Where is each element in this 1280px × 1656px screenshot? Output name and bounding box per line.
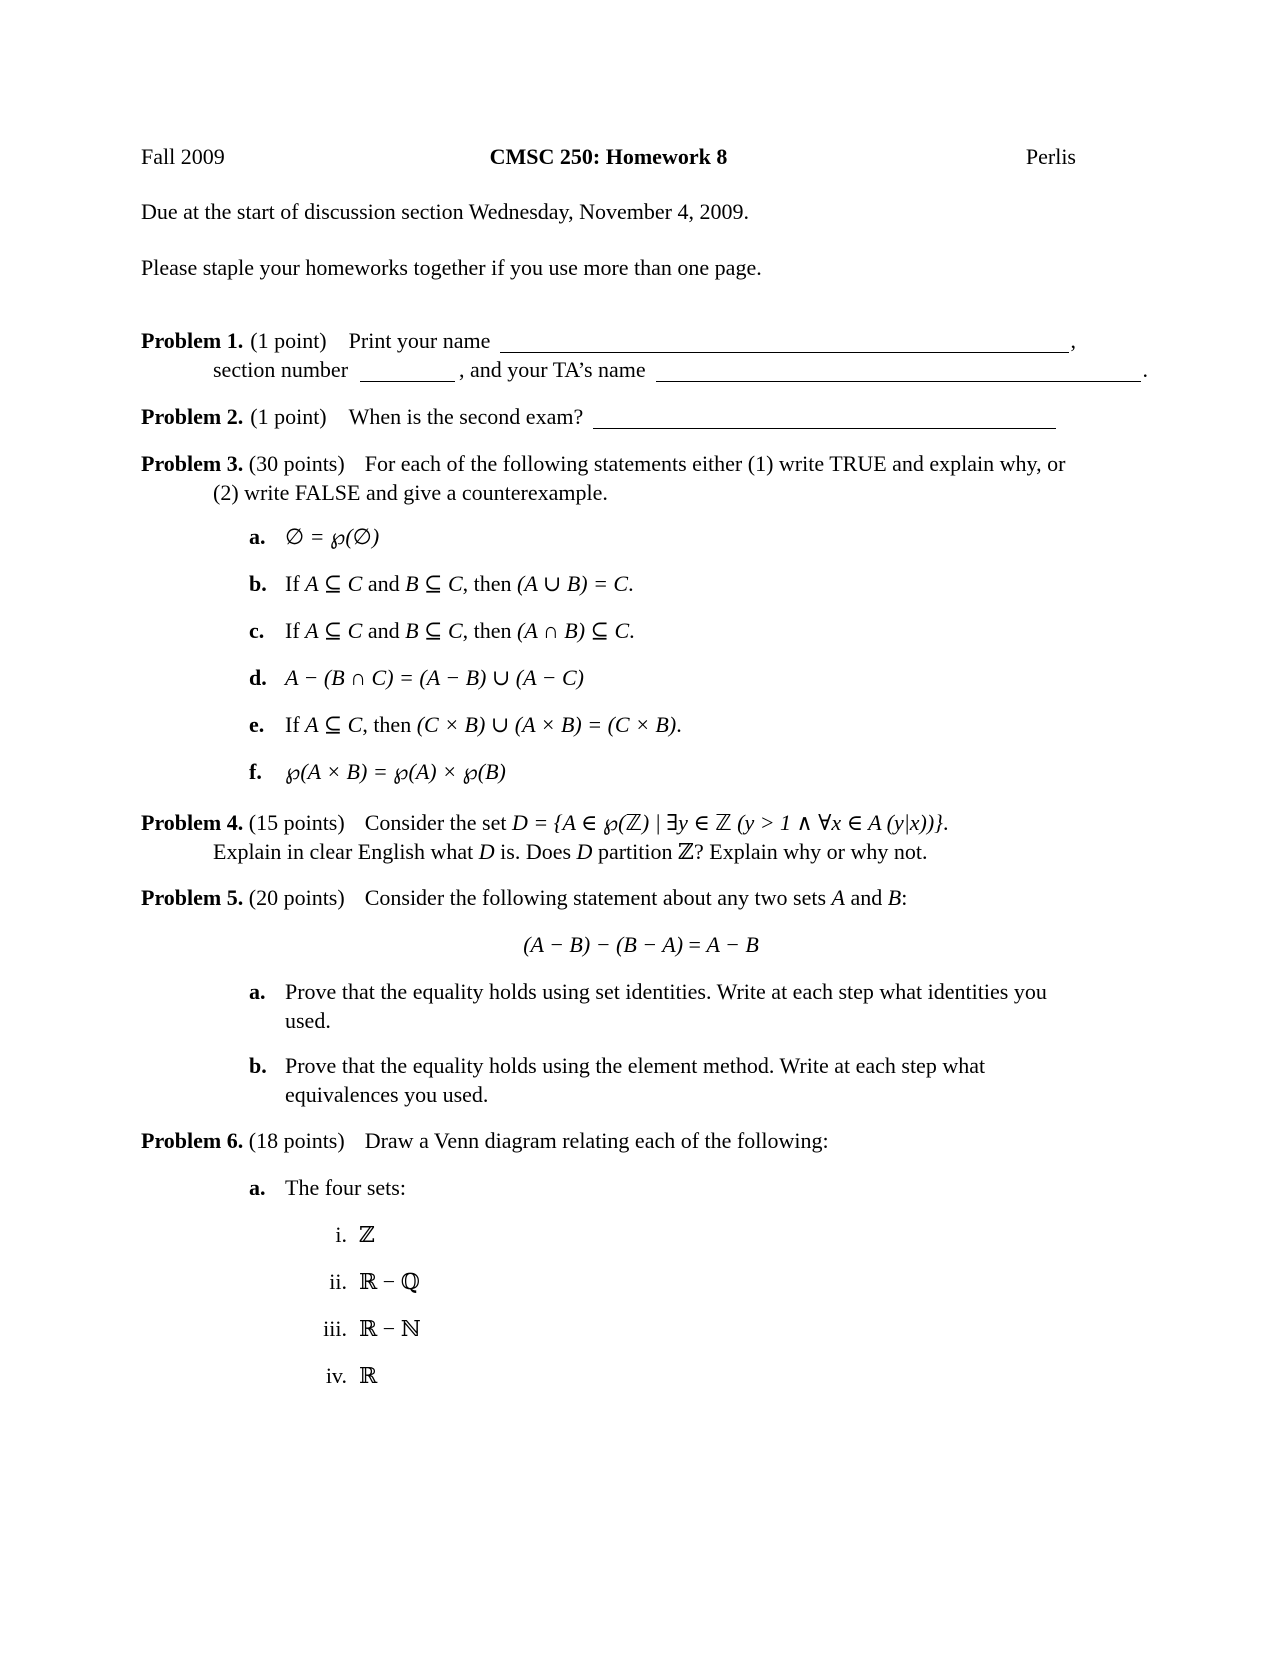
exam-answer-blank-line [593, 428, 1056, 429]
problem-5-statement [141, 883, 1076, 912]
item-d-key: d. [249, 665, 267, 690]
term-label: Fall 2009 [141, 144, 225, 169]
item-b-key: b. [249, 1053, 267, 1078]
subitem-ii-set: ℝ − ℚ [359, 1269, 420, 1294]
item-d-statement: A − (B ∩ C) = (A − B) ∪ (A − C) [285, 665, 585, 690]
subitem-i [291, 1220, 1076, 1249]
problem-6-item-a [249, 1173, 1076, 1202]
staple-note-line: Please staple your homeworks together if you use more than one page. [141, 255, 762, 280]
problem-6-statement [141, 1126, 1076, 1155]
item-a-key: a. [249, 979, 266, 1004]
problem-6 [141, 1126, 1076, 1390]
subitem-iv [291, 1361, 1076, 1390]
second-exam-question: When is the second exam? [348, 404, 584, 429]
item-a-key: a. [249, 524, 266, 549]
problem-6-points: (18 points) [248, 1128, 345, 1153]
ta-name-blank-line [656, 381, 1141, 382]
page-title: CMSC 250: Homework 8 [489, 144, 728, 169]
section-number-prompt: section number [213, 357, 349, 382]
subitem-iv-key: iv. [325, 1363, 347, 1388]
item-a-statement: ∅ = ℘(∅) [285, 524, 380, 549]
page-header [141, 142, 1076, 171]
problem-4-line-2: Explain in clear English what D is. Does D partition ℤ? Explain why or why not. [213, 839, 928, 864]
problem-5 [141, 883, 1076, 1109]
set-equation: (A − B) − (B − A) = A − B [523, 932, 759, 957]
problem-5-item-b [249, 1051, 1076, 1109]
item-e-key: e. [249, 712, 265, 737]
subitem-i-set: ℤ [359, 1222, 376, 1247]
section-number-blank-line [360, 381, 455, 382]
problem-5-body: Consider the following statement about any two sets A and B: [364, 885, 908, 910]
problem-2-label: Problem 2. [141, 404, 244, 429]
problem-3-item-e [249, 710, 1076, 739]
problem-3-body: For each of the following statements either (1) write TRUE and explain why, or (2) write FALSE and give a counterexample. [213, 451, 1066, 505]
problem-3-points: (30 points) [248, 451, 345, 476]
print-name-prompt: Print your name [348, 328, 491, 353]
problem-5-points: (20 points) [248, 885, 345, 910]
problem-4-label: Problem 4. [141, 810, 244, 835]
item-a-instruction: Prove that the equality holds using set identities. Write at each step what identities you used. [285, 979, 1047, 1033]
item-b-key: b. [249, 571, 267, 596]
problem-4 [141, 808, 1076, 866]
name-blank-line [500, 352, 1068, 353]
homework-page [141, 0, 1148, 1390]
problem-3-item-c [249, 616, 1076, 645]
due-date-line: Due at the start of discussion section Wednesday, November 4, 2009. [141, 199, 749, 224]
item-f-key: f. [249, 759, 262, 784]
subitem-ii [291, 1267, 1076, 1296]
problem-5-item-a [249, 977, 1076, 1035]
problem-1-line-2 [213, 355, 1148, 384]
subitem-iii [291, 1314, 1076, 1343]
problem-1-line-1 [141, 326, 1076, 355]
author-name: Perlis [1025, 144, 1076, 169]
problem-5-label: Problem 5. [141, 885, 244, 910]
problem-3 [141, 449, 1076, 786]
problem-4-points: (15 points) [248, 810, 345, 835]
item-c-key: c. [249, 618, 265, 643]
item-b-instruction: Prove that the equality holds using the element method. Write at each step what equivalences you used. [285, 1053, 986, 1107]
subitem-i-key: i. [335, 1222, 347, 1247]
problem-1 [141, 326, 1148, 384]
comma-text: , [1070, 328, 1076, 353]
subitem-iii-set: ℝ − ℕ [359, 1316, 421, 1341]
problem-3-item-d [249, 663, 1076, 692]
subitem-ii-key: ii. [329, 1269, 347, 1294]
item-f-statement: ℘(A × B) = ℘(A) × ℘(B) [285, 759, 506, 784]
four-sets-text: The four sets: [285, 1175, 406, 1200]
problem-2 [141, 402, 1076, 431]
problem-4-set-definition: Consider the set D = {A ∈ ℘(ℤ) | ∃y ∈ ℤ (y > 1 ∧ ∀x ∈ A (y|x))}. [364, 810, 949, 835]
problem-3-item-a [249, 522, 1076, 551]
problem-2-points: (1 point) [250, 404, 327, 429]
subitem-iii-key: iii. [323, 1316, 347, 1341]
problem-6-body: Draw a Venn diagram relating each of the following: [364, 1128, 829, 1153]
ta-name-prompt: , and your TA’s name [459, 357, 646, 382]
problem-3-statement [141, 449, 1076, 507]
item-e-statement: If A ⊆ C, then (C × B) ∪ (A × B) = (C × B). [285, 712, 682, 737]
problem-3-item-b [249, 569, 1076, 598]
subitem-iv-set: ℝ [359, 1363, 378, 1388]
problem-1-label: Problem 1. [141, 328, 244, 353]
problem-3-item-f [249, 757, 1076, 786]
period-text: . [1142, 357, 1148, 382]
problem-1-points: (1 point) [250, 328, 327, 353]
problem-3-label: Problem 3. [141, 451, 244, 476]
item-a-key: a. [249, 1175, 266, 1200]
item-b-statement: If A ⊆ C and B ⊆ C, then (A ∪ B) = C. [285, 571, 634, 596]
problem-6-label: Problem 6. [141, 1128, 244, 1153]
problem-4-line-1 [141, 808, 1076, 837]
item-c-statement: If A ⊆ C and B ⊆ C, then (A ∩ B) ⊆ C. [285, 618, 635, 643]
